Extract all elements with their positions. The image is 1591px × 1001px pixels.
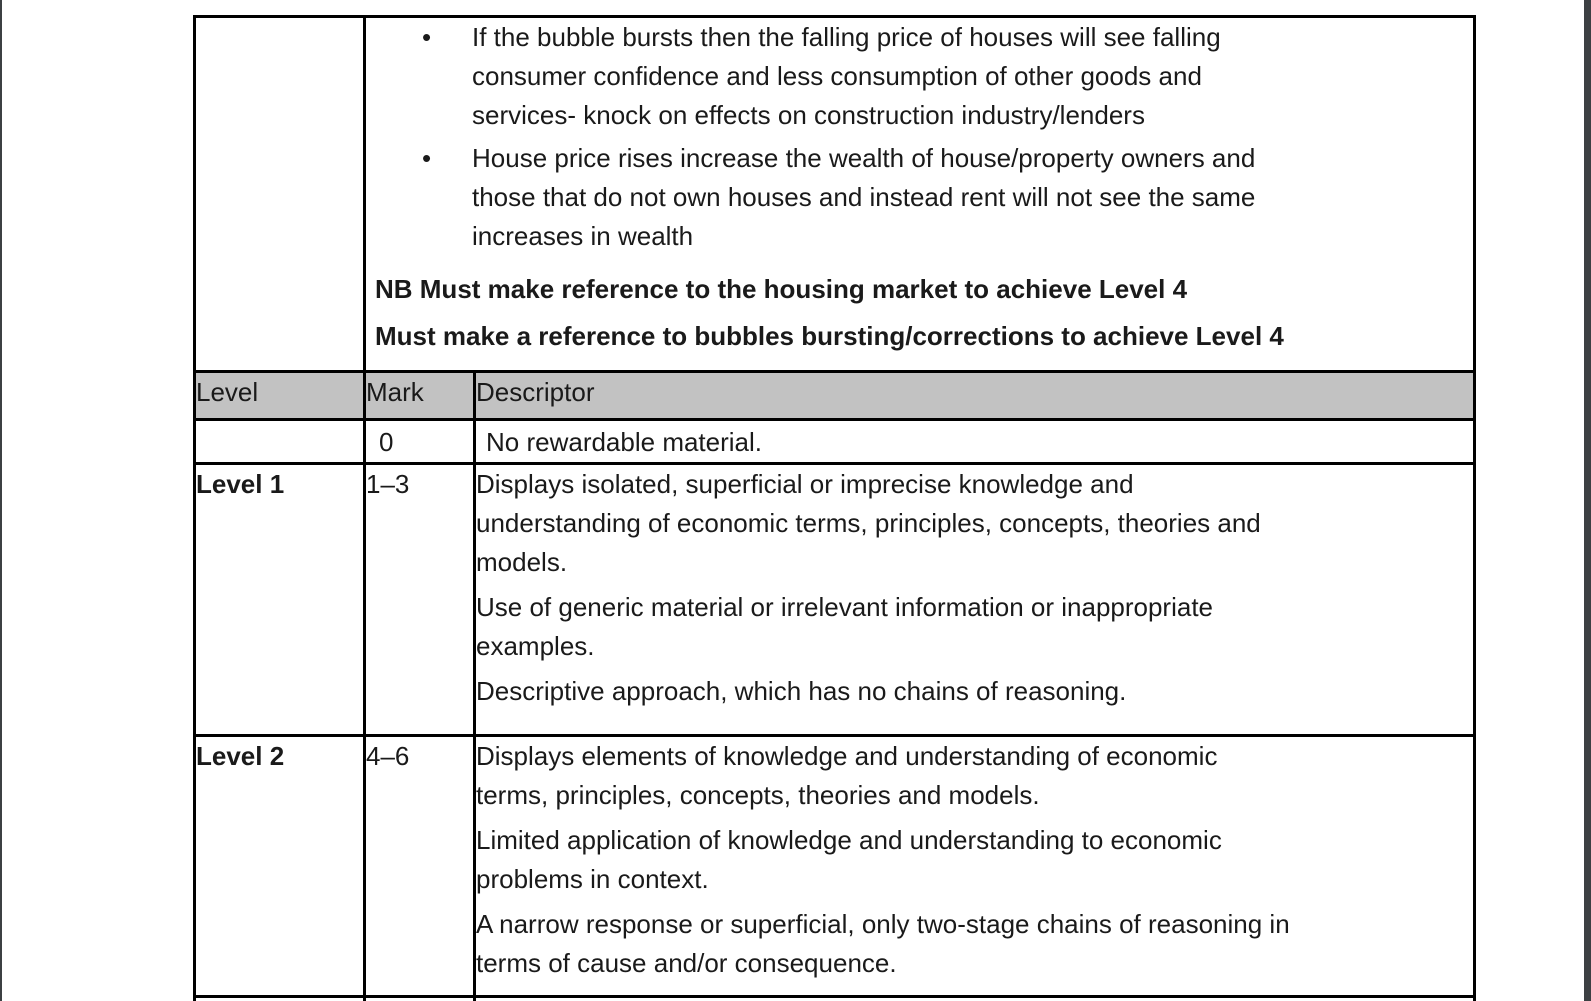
text-line: models.	[476, 547, 568, 577]
text-line: House price rises increase the wealth of house/property owners and	[472, 143, 1256, 173]
text-line: Limited application of knowledge and understanding to economic	[476, 825, 1222, 855]
bullet-marker: •	[422, 143, 432, 173]
page-edge-right	[1584, 0, 1591, 1001]
table-row-level-1	[195, 464, 1475, 736]
text-line: examples.	[476, 631, 595, 661]
text-line: understanding of economic terms, principles, concepts, theories and	[476, 508, 1261, 538]
text-line: Use of generic material or irrelevant information or inappropriate	[476, 592, 1214, 622]
text-line: consumer confidence and less consumption of other goods and	[472, 61, 1202, 91]
mark-cell	[365, 997, 475, 1001]
descriptor-cell	[475, 464, 1475, 736]
descriptor-paragraph	[476, 821, 1473, 899]
table-header-row	[195, 372, 1475, 420]
bullet-item	[366, 139, 1473, 256]
descriptor-paragraph	[476, 588, 1473, 666]
level-cell: Level 2	[195, 736, 365, 997]
descriptor-cell	[475, 997, 1475, 1001]
table-row-zero	[195, 420, 1475, 464]
indicative-content-left-cell	[195, 17, 365, 372]
header-cell-descriptor: Descriptor	[475, 372, 1475, 420]
descriptor-cell	[475, 420, 1475, 464]
descriptor-paragraph	[476, 905, 1473, 983]
text-line: Displays elements of knowledge and understanding of economic	[476, 741, 1218, 771]
level-cell: Level 1	[195, 464, 365, 736]
descriptor-cell	[475, 736, 1475, 997]
bullet-item	[366, 18, 1473, 135]
text-line: terms of cause and/or consequence.	[476, 948, 897, 978]
text-line: services- knock on effects on construction industry/lenders	[472, 100, 1145, 130]
text-line: A narrow response or superficial, only two-stage chains of reasoning in	[476, 909, 1290, 939]
header-cell-mark: Mark	[365, 372, 475, 420]
text-line: Descriptive approach, which has no chains of reasoning.	[476, 676, 1127, 706]
bullet-text	[472, 139, 1473, 256]
level-cell	[195, 420, 365, 464]
descriptor-paragraph	[476, 672, 1473, 711]
indicative-content-cell	[365, 17, 1475, 372]
descriptor-paragraph	[476, 465, 1473, 582]
mark-cell: 0	[365, 420, 475, 464]
page-edge-left	[0, 0, 2, 1001]
descriptor-paragraph	[486, 423, 1458, 462]
mark-cell: 1–3	[365, 464, 475, 736]
indicative-content-row	[195, 17, 1475, 372]
nb-note: Must make a reference to bubbles bursting/corrections to achieve Level 4	[375, 321, 1284, 351]
level-cell	[195, 997, 365, 1001]
text-line: No rewardable material.	[486, 427, 763, 457]
text-line: increases in wealth	[472, 221, 694, 251]
descriptor-paragraph	[476, 737, 1473, 815]
header-cell-level: Level	[195, 372, 365, 420]
text-line: those that do not own houses and instead rent will not see the same	[472, 182, 1256, 212]
table-row-partial	[195, 997, 1475, 1001]
text-line: If the bubble bursts then the falling price of houses will see falling	[472, 22, 1221, 52]
table-row-level-2	[195, 736, 1475, 997]
bullet-text	[472, 18, 1473, 135]
mark-scheme-table	[193, 15, 1476, 1001]
text-line: Displays isolated, superficial or imprecise knowledge and	[476, 469, 1134, 499]
text-line: problems in context.	[476, 864, 709, 894]
nb-note: NB Must make reference to the housing market to achieve Level 4	[375, 274, 1188, 304]
bullet-marker: •	[422, 22, 432, 52]
mark-cell: 4–6	[365, 736, 475, 997]
text-line: terms, principles, concepts, theories and models.	[476, 780, 1040, 810]
